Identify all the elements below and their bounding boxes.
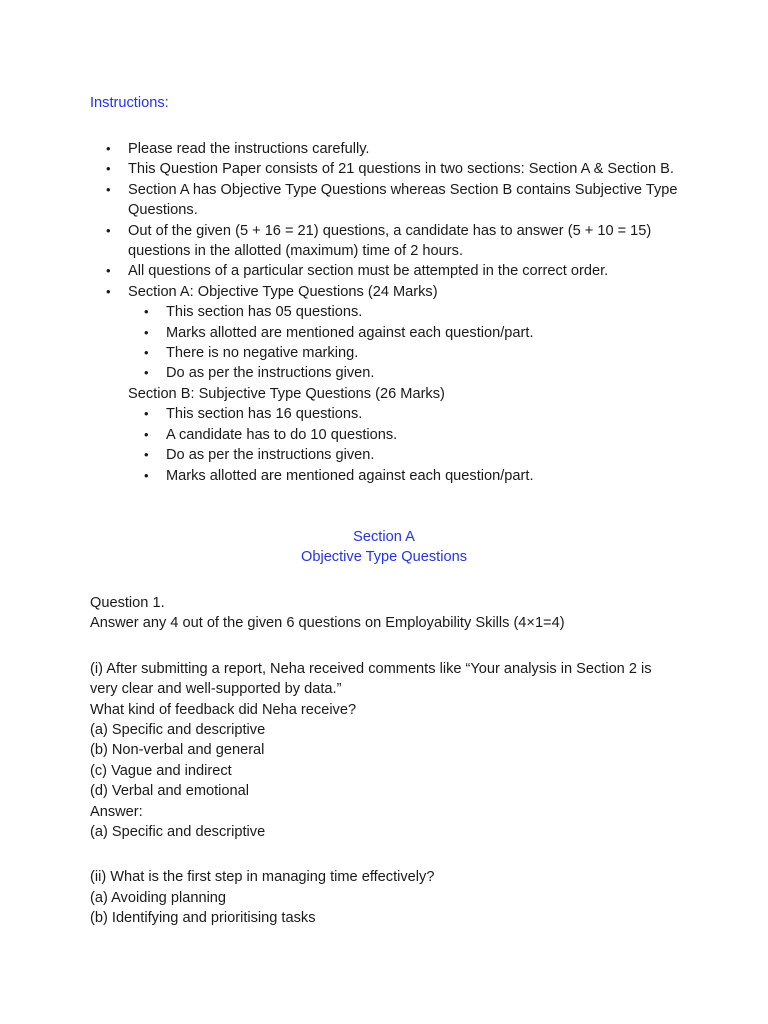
- list-item-text: All questions of a particular section must be attempted in the correct order.: [128, 263, 609, 280]
- sublist-item: [144, 404, 688, 424]
- sublist-item: [144, 425, 688, 445]
- question-i-text-line1: (i) After submitting a report, Neha received comments like “Your analysis in Section 2 is: [90, 660, 652, 677]
- list-item-text: Out of the given (5 + 16 = 21) questions, a candidate has to answer (5 + 10 = 15) questions in the allotted (maximum) time of 2 hours.: [128, 222, 652, 260]
- bullet-icon: •: [106, 283, 111, 299]
- bullet-icon: •: [106, 161, 111, 177]
- sublist-item-text: This section has 05 questions.: [166, 304, 363, 321]
- list-item: [106, 221, 688, 262]
- sublist-item-text: Do as per the instructions given.: [166, 365, 375, 382]
- sublist-item: [144, 323, 688, 343]
- bullet-icon: •: [106, 222, 111, 238]
- section-subtitle: Objective Type Questions: [300, 549, 468, 566]
- bullet-icon: •: [106, 263, 111, 279]
- list-item: [106, 159, 688, 179]
- sublist-item: [144, 363, 688, 383]
- sublist-item: [144, 466, 688, 486]
- section-b-sublist: [144, 404, 688, 486]
- answer-text: (a) Specific and descriptive: [90, 824, 266, 841]
- list-item: [106, 180, 688, 221]
- list-item-text: Section A: Objective Type Questions (24 Marks): [128, 283, 438, 300]
- sublist-item: [144, 302, 688, 322]
- answer-label: Answer:: [90, 803, 143, 820]
- bullet-icon: •: [106, 141, 111, 156]
- section-b-label: Section B: Subjective Type Questions (26 Marks): [128, 385, 445, 402]
- bullet-icon: •: [144, 447, 149, 463]
- bullet-icon: •: [144, 426, 149, 442]
- list-item-text: Please read the instructions carefully.: [128, 141, 370, 157]
- list-item-text: Section A has Objective Type Questions whereas Section B contains Subjective Type Questions.: [128, 181, 678, 219]
- question-ii-prompt: (ii) What is the first step in managing time effectively?: [90, 869, 435, 886]
- sublist-item-text: This section has 16 questions.: [166, 406, 363, 423]
- sublist-item-text: Do as per the instructions given.: [166, 447, 375, 464]
- list-item: [106, 282, 688, 486]
- question-instruction: Answer any 4 out of the given 6 questions on Employability Skills (4×1=4): [90, 615, 565, 632]
- list-item-text: This Question Paper consists of 21 questions in two sections: Section A & Section B.: [128, 161, 674, 178]
- question-i-text-line2: very clear and well-supported by data.”: [90, 681, 342, 698]
- option-b: (b) Non-verbal and general: [90, 742, 265, 759]
- bullet-icon: •: [144, 467, 149, 483]
- sublist-item-text: Marks allotted are mentioned against each question/part.: [166, 324, 534, 341]
- sublist-item-text: A candidate has to do 10 questions.: [166, 426, 398, 443]
- question-title: Question 1.: [90, 595, 165, 611]
- section-title: Section A: [353, 529, 415, 545]
- option-b: (b) Identifying and prioritising tasks: [90, 910, 316, 927]
- option-a: (a) Avoiding planning: [90, 889, 227, 906]
- bullet-icon: •: [144, 345, 149, 361]
- bullet-icon: •: [106, 181, 111, 197]
- instructions-heading: Instructions:: [90, 95, 169, 111]
- list-item: [106, 261, 688, 281]
- bullet-icon: •: [144, 324, 149, 340]
- section-a-sublist: [144, 302, 688, 384]
- question-i-prompt: What kind of feedback did Neha receive?: [90, 701, 357, 718]
- option-d: (d) Verbal and emotional: [90, 783, 250, 800]
- list-item: [106, 139, 688, 159]
- section-heading: [0, 527, 768, 568]
- question-1-block: [90, 593, 690, 929]
- sublist-item: [144, 445, 688, 465]
- option-c: (c) Vague and indirect: [90, 762, 232, 779]
- bullet-icon: •: [144, 304, 149, 320]
- instructions-list: [106, 139, 688, 486]
- bullet-icon: •: [144, 406, 149, 422]
- sublist-item-text: Marks allotted are mentioned against each question/part.: [166, 467, 534, 484]
- bullet-icon: •: [144, 365, 149, 381]
- option-a: (a) Specific and descriptive: [90, 722, 266, 739]
- sublist-item: [144, 343, 688, 363]
- sublist-item-text: There is no negative marking.: [166, 345, 359, 362]
